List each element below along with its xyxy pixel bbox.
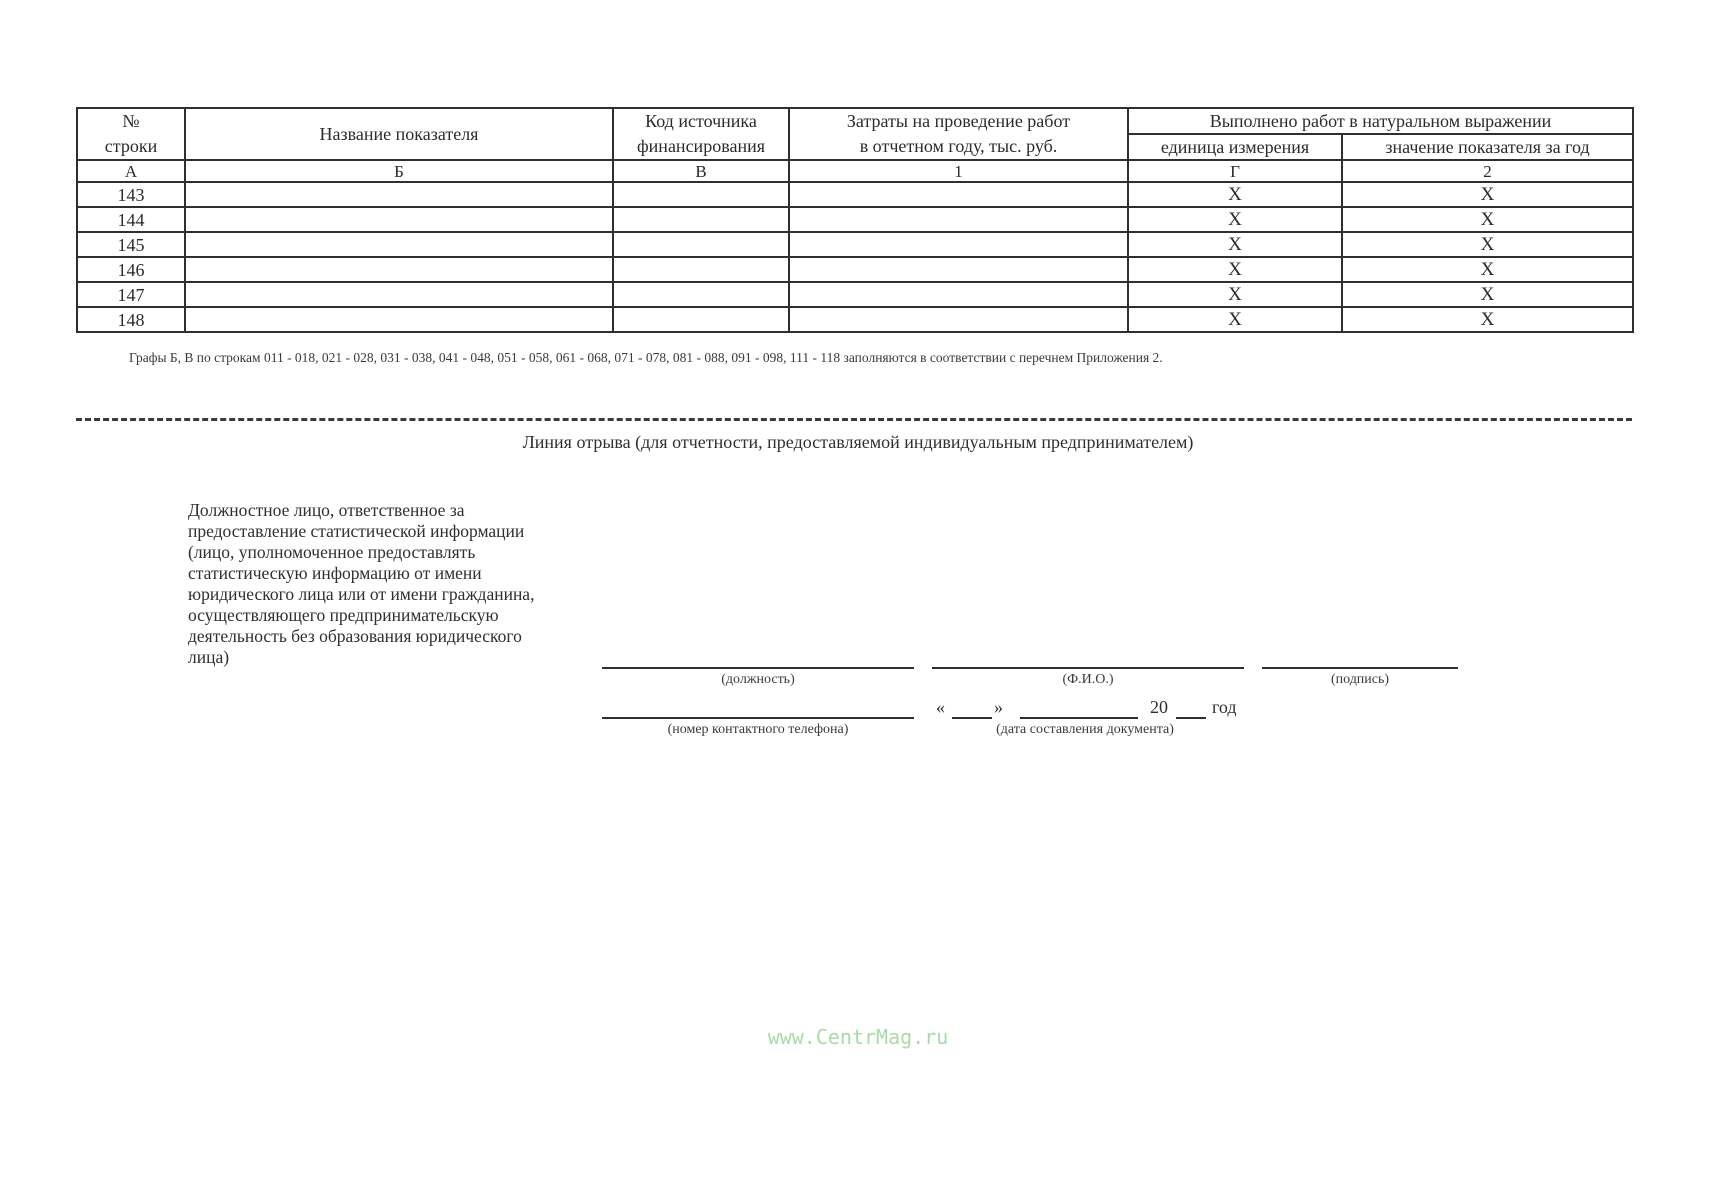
watermark-link: www.CentrMag.ru: [767, 1025, 949, 1049]
value-cell: X: [1342, 282, 1633, 307]
column-letter: Б: [185, 160, 613, 182]
row-number: 145: [77, 232, 185, 257]
header-value-year: значение показателя за год: [1342, 134, 1633, 160]
fio-caption: (Ф.И.О.): [1062, 672, 1114, 687]
unit-cell: X: [1128, 257, 1342, 282]
header-source-code: Код источника финансирования: [613, 108, 789, 160]
date-caption: (дата составления документа): [996, 722, 1174, 737]
costs-cell[interactable]: [789, 232, 1128, 257]
header-unit: единица измерения: [1128, 134, 1342, 160]
row-number: 144: [77, 207, 185, 232]
unit-cell: X: [1128, 307, 1342, 332]
source-code-cell[interactable]: [613, 282, 789, 307]
position-field[interactable]: [602, 667, 914, 669]
row-number: 146: [77, 257, 185, 282]
source-code-cell[interactable]: [613, 207, 789, 232]
costs-cell[interactable]: [789, 307, 1128, 332]
indicator-name-cell[interactable]: [185, 207, 613, 232]
table-footnote: Графы Б, В по строкам 011 - 018, 021 - 028, 031 - 038, 041 - 048, 051 - 058, 061 - 068, 071 - 078, 081 - 088, 091 - 098, 111 - 118 заполняются в соответствии с перечнем Приложения 2.: [129, 350, 1163, 365]
date-day-field[interactable]: [952, 717, 992, 719]
responsible-person-label: Должностное лицо, ответственное за предоставление статистической информации (лицо, уполномоченное предоставлять статистическую информацию от имени юридического лица или от имени гражданина, осуществляющего предпринимательскую деятельность без образования юридического лица): [188, 500, 535, 667]
column-letter: В: [613, 160, 789, 182]
column-letter: 2: [1342, 160, 1633, 182]
source-code-cell[interactable]: [613, 257, 789, 282]
indicator-name-cell[interactable]: [185, 282, 613, 307]
table-row: [77, 307, 1633, 332]
costs-cell[interactable]: [789, 207, 1128, 232]
row-number: 148: [77, 307, 185, 332]
column-letter: Г: [1128, 160, 1342, 182]
value-cell: X: [1342, 257, 1633, 282]
indicator-name-cell[interactable]: [185, 307, 613, 332]
column-letter: А: [77, 160, 185, 182]
indicator-name-cell[interactable]: [185, 232, 613, 257]
tear-line-caption: Линия отрыва (для отчетности, предоставляемой индивидуальным предпринимателем): [522, 432, 1194, 452]
date-quote-close: »: [994, 697, 1003, 717]
table-row: [77, 207, 1633, 232]
fio-field[interactable]: [932, 667, 1244, 669]
value-cell: X: [1342, 307, 1633, 332]
column-letter: 1: [789, 160, 1128, 182]
date-year-field[interactable]: [1176, 717, 1206, 719]
costs-cell[interactable]: [789, 182, 1128, 207]
source-code-cell[interactable]: [613, 232, 789, 257]
date-month-field[interactable]: [1020, 717, 1138, 719]
unit-cell: X: [1128, 182, 1342, 207]
position-caption: (должность): [721, 672, 795, 687]
header-indicator-name: Название показателя: [185, 108, 613, 160]
unit-cell: X: [1128, 282, 1342, 307]
header-row-number: № строки: [77, 108, 185, 160]
table-row: [77, 282, 1633, 307]
value-cell: X: [1342, 207, 1633, 232]
table-row: [77, 232, 1633, 257]
indicator-name-cell[interactable]: [185, 182, 613, 207]
date-quote-open: «: [936, 697, 945, 717]
phone-field[interactable]: [602, 717, 914, 719]
costs-cell[interactable]: [789, 257, 1128, 282]
indicators-table: [76, 107, 1634, 333]
header-row-1: [77, 108, 1633, 134]
table-row: [77, 257, 1633, 282]
value-cell: X: [1342, 182, 1633, 207]
header-costs: Затраты на проведение работ в отчетном году, тыс. руб.: [789, 108, 1128, 160]
date-year-suffix: год: [1212, 697, 1237, 717]
phone-caption: (номер контактного телефона): [667, 722, 849, 737]
source-code-cell[interactable]: [613, 182, 789, 207]
date-year-prefix: 20: [1150, 697, 1168, 717]
row-number: 143: [77, 182, 185, 207]
costs-cell[interactable]: [789, 282, 1128, 307]
header-work-done: Выполнено работ в натуральном выражении: [1128, 108, 1633, 134]
unit-cell: X: [1128, 232, 1342, 257]
unit-cell: X: [1128, 207, 1342, 232]
tear-line: [76, 418, 1632, 421]
source-code-cell[interactable]: [613, 307, 789, 332]
column-letters-row: [77, 160, 1633, 182]
table-row: [77, 182, 1633, 207]
indicator-name-cell[interactable]: [185, 257, 613, 282]
row-number: 147: [77, 282, 185, 307]
signature-field[interactable]: [1262, 667, 1458, 669]
value-cell: X: [1342, 232, 1633, 257]
signature-caption: (подпись): [1330, 672, 1390, 687]
